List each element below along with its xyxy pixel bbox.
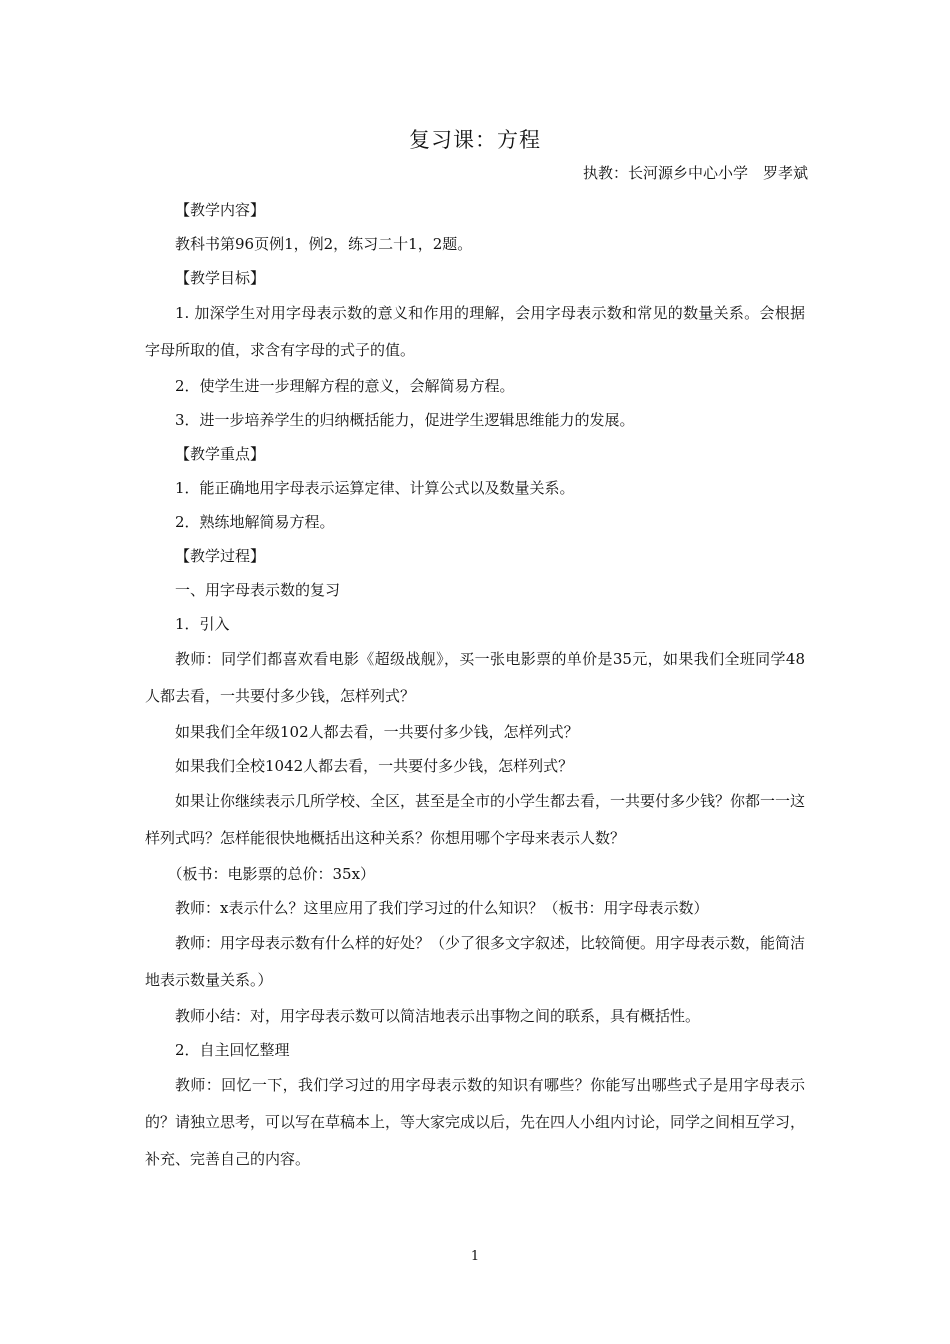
document-title: 复习课：方程 bbox=[409, 128, 541, 152]
paragraph: 3．进一步培养学生的归纳概括能力，促进学生逻辑思维能力的发展。 bbox=[175, 411, 635, 429]
section-heading-process: 【教学过程】 bbox=[175, 547, 266, 565]
paragraph: 教科书第96页例1，例2，练习二十1，2题。 bbox=[175, 235, 473, 253]
paragraph: 1. 加深学生对用字母表示数的意义和作用的理解，会用字母表示数和常见的数量关系。会根据字母所取的值，求含有字母的式子的值。 bbox=[145, 304, 805, 359]
document-body bbox=[145, 193, 805, 1178]
paragraph: 1．能正确地用字母表示运算定律、计算公式以及数量关系。 bbox=[175, 479, 575, 497]
subheading: 一、用字母表示数的复习 bbox=[175, 581, 341, 599]
paragraph: 教师：同学们都喜欢看电影《超级战舰》，买一张电影票的单价是35元，如果我们全班同学48人都去看，一共要付多少钱，怎样列式？ bbox=[145, 650, 805, 705]
section-heading-content: 【教学内容】 bbox=[175, 201, 266, 219]
paragraph: 如果让你继续表示几所学校、全区，甚至是全市的小学生都去看，一共要付多少钱？你都一一这样列式吗？怎样能很快地概括出这种关系？你想用哪个字母来表示人数？ bbox=[145, 792, 806, 847]
paragraph: 2．使学生进一步理解方程的意义，会解简易方程。 bbox=[175, 377, 515, 395]
subheading: 1．引入 bbox=[175, 615, 230, 633]
paragraph: 教师：x表示什么？这里应用了我们学习过的什么知识？（板书：用字母表示数） bbox=[175, 899, 709, 917]
section-heading-goals: 【教学目标】 bbox=[175, 269, 266, 287]
paragraph: 教师：回忆一下，我们学习过的用字母表示数的知识有哪些？你能写出哪些式子是用字母表示的？请独立思考，可以写在草稿本上，等大家完成以后，先在四人小组内讨论，同学之间相互学习，补充、完善自己的内容。 bbox=[145, 1076, 806, 1168]
section-heading-focus: 【教学重点】 bbox=[175, 445, 266, 463]
paragraph: 教师小结：对，用字母表示数可以简洁地表示出事物之间的联系，具有概括性。 bbox=[175, 1007, 701, 1025]
subheading: 2．自主回忆整理 bbox=[175, 1041, 290, 1059]
paragraph: 如果我们全年级102人都去看，一共要付多少钱，怎样列式？ bbox=[175, 723, 579, 741]
paragraph: 2．熟练地解简易方程。 bbox=[175, 513, 335, 531]
author-line: 执教：长河源乡中心小学 罗孝斌 bbox=[582, 164, 808, 182]
page-number: 1 bbox=[470, 1249, 480, 1264]
paragraph: 如果我们全校1042人都去看，一共要付多少钱，怎样列式？ bbox=[175, 757, 574, 775]
board-note: （板书：电影票的总价：35x） bbox=[167, 865, 376, 883]
paragraph: 教师：用字母表示数有什么样的好处？（少了很多文字叙述，比较简便。用字母表示数，能简洁地表示数量关系。） bbox=[145, 934, 806, 989]
